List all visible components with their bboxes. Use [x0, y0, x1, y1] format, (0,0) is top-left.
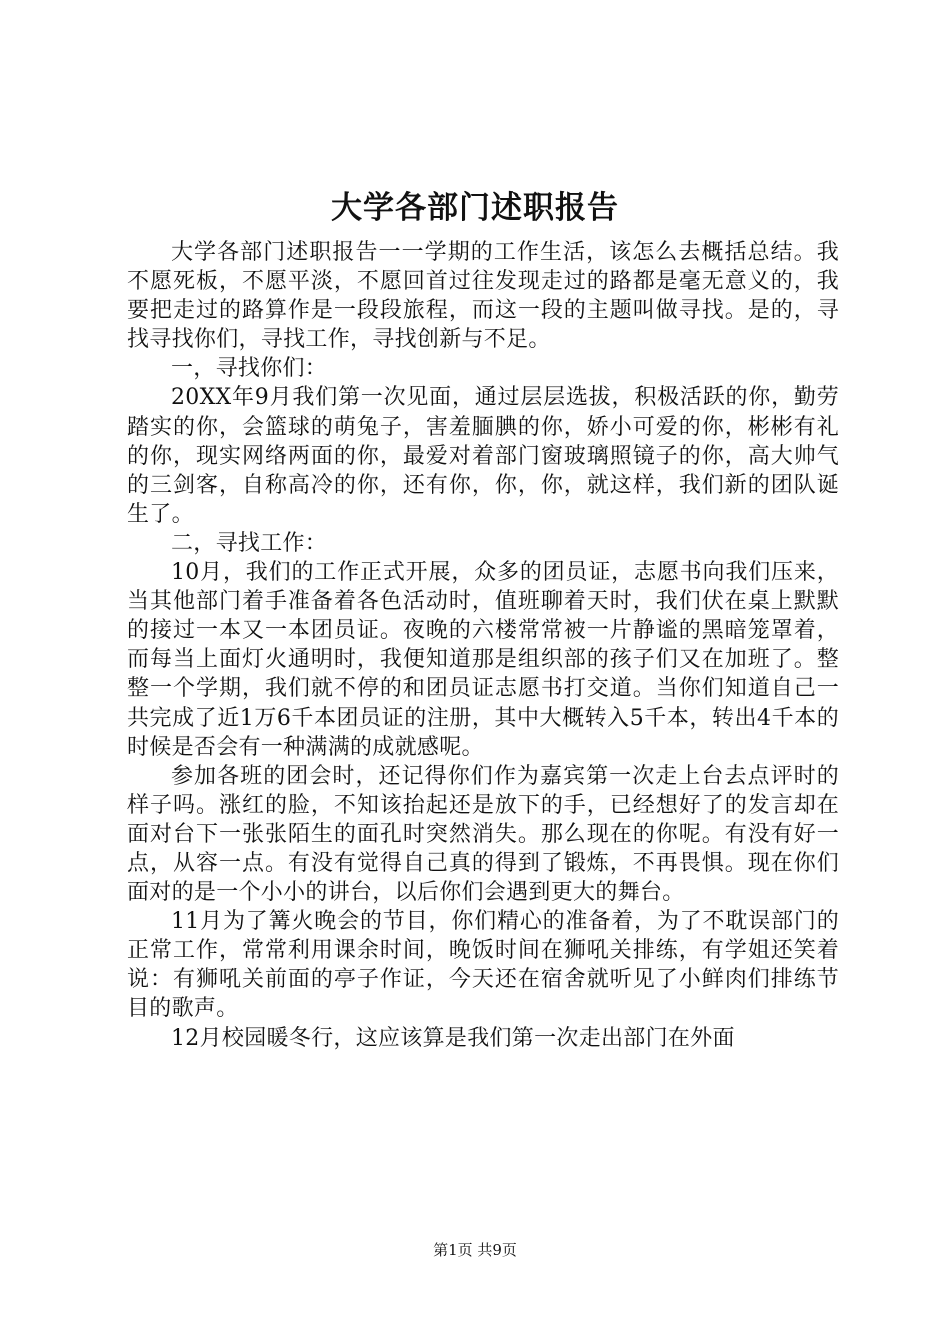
paragraph-first-meeting: 20XX年9月我们第一次见面，通过层层选拔，积极活跃的你，勤劳踏实的你，会篮球的萌兔子，害羞腼腆的你，娇小可爱的你，彬彬有礼的你，现实网络两面的你，最爱对着部门窗玻璃照镜子的你，高大帅气的三剑客，自称高冷的你，还有你，你，你，就这样，我们新的团队诞生了。 — [127, 385, 839, 527]
section-heading-find-work: 二，寻找工作： — [171, 530, 328, 556]
paragraph-october-work: 10月，我们的工作正式开展，众多的团员证，志愿书向我们压来，当其他部门着手准备着各色活动时，值班聊着天时，我们伏在桌上默默的接过一本又一本团员证。夜晚的六楼常常被一片静谧的黑暗笼罩着，而每当上面灯火通明时，我便知道那是组织部的孩子们又在加班了。整整一个学期，我们就不停的和团员证志愿书打交道。当你们知道自己一共完成了近1万6千本团员证的注册，其中大概转入5千本，转出4千本的时候是否会有一种满满的成就感呢。 — [127, 560, 839, 760]
page-number-footer: 第1页 共9页 — [433, 1241, 517, 1259]
paragraph-class-meetings: 参加各班的团会时，还记得你们作为嘉宾第一次走上台去点评时的样子吗。涨红的脸，不知该抬起还是放下的手，已经想好了的发言却在面对台下一张张陌生的面孔时突然消失。那么现在的你呢。有没有好一点，从容一点。有没有觉得自己真的得到了锻炼，不再畏惧。现在你们面对的是一个小小的讲台，以后你们会遇到更大的舞台。 — [127, 763, 839, 906]
document-title: 大学各部门述职报告 — [331, 190, 619, 226]
paragraph-intro: 大学各部门述职报告一一学期的工作生活，该怎么去概括总结。我不愿死板，不愿平淡，不愿回首过往发现走过的路都是毫无意义的，我要把走过的路算作是一段段旅程，而这一段的主题叫做寻找。是的，寻找寻找你们，寻找工作，寻找创新与不足。 — [127, 240, 839, 353]
paragraph-december-event: 12月校园暖冬行，这应该算是我们第一次走出部门在外面 — [171, 1025, 735, 1051]
section-heading-find-you: 一，寻找你们： — [171, 356, 328, 382]
paragraph-november-show: 11月为了篝火晚会的节目，你们精心的准备着，为了不耽误部门的正常工作，常常利用课余时间，晚饭时间在狮吼关排练，有学姐还笑着说：有狮吼关前面的亭子作证，今天还在宿舍就听见了小鲜肉们排练节目的歌声。 — [127, 909, 839, 1022]
document-body — [127, 238, 839, 1053]
